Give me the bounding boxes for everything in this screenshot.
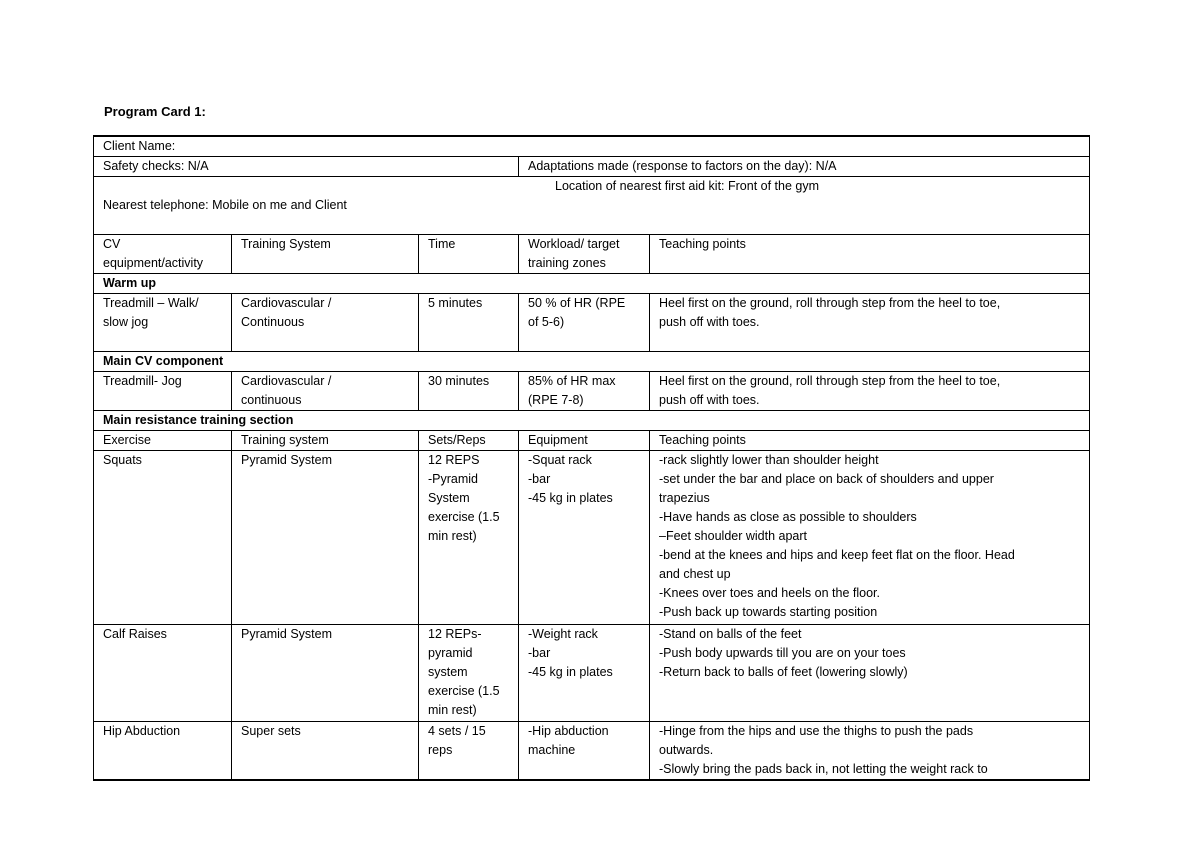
nearest-telephone: Nearest telephone: Mobile on me and Client xyxy=(103,198,347,212)
warm-up-row xyxy=(94,294,1090,352)
program-card-table xyxy=(93,135,1090,781)
exercise-teaching: -Hinge from the hips and use the thighs to push the pads outwards. -Slowly bring the pads back in, not letting the weight rack to xyxy=(650,722,1090,781)
main-cv-system: Cardiovascular / continuous xyxy=(232,372,419,411)
safety-row xyxy=(94,157,1090,177)
resistance-header-equipment: Equipment xyxy=(519,431,650,451)
page-title: Program Card 1: xyxy=(104,104,206,119)
exercise-row-hip-abduction xyxy=(94,722,1090,781)
client-name-row xyxy=(94,136,1090,157)
cv-header-row xyxy=(94,235,1090,274)
exercise-teaching: -rack slightly lower than shoulder height -set under the bar and place on back of shoulders and upper trapezius -Have hands as close as possible to shoulders –Feet shoulder width apart -bend at the knees and hips and keep feet flat on the floor. Head and chest up -Knees over toes and heels on the floor. -Push back up towards starting position xyxy=(650,451,1090,625)
cv-header-workload: Workload/ target training zones xyxy=(519,235,650,274)
warm-up-workload: 50 % of HR (RPE of 5-6) xyxy=(519,294,650,352)
exercise-teaching: -Stand on balls of the feet -Push body upwards till you are on your toes -Return back to balls of feet (lowering slowly) xyxy=(650,625,1090,722)
exercise-system: Super sets xyxy=(232,722,419,781)
resistance-heading: Main resistance training section xyxy=(94,411,1090,431)
exercise-equipment: -Squat rack -bar -45 kg in plates xyxy=(519,451,650,625)
cv-header-time: Time xyxy=(419,235,519,274)
resistance-header-teaching: Teaching points xyxy=(650,431,1090,451)
main-cv-time: 30 minutes xyxy=(419,372,519,411)
exercise-name: Squats xyxy=(94,451,232,625)
telephone-row xyxy=(94,177,1090,235)
exercise-name: Hip Abduction xyxy=(94,722,232,781)
exercise-system: Pyramid System xyxy=(232,625,419,722)
exercise-equipment: -Hip abduction machine xyxy=(519,722,650,781)
first-aid-location: Location of nearest first aid kit: Front of the gym xyxy=(555,179,820,193)
client-name-label: Client Name: xyxy=(94,136,1090,157)
cv-header-system: Training System xyxy=(232,235,419,274)
resistance-header-system: Training system xyxy=(232,431,419,451)
exercise-sets: 12 REPs- pyramid system exercise (1.5 min rest) xyxy=(419,625,519,722)
warm-up-teaching: Heel first on the ground, roll through step from the heel to toe, push off with toes. xyxy=(650,294,1090,352)
warm-up-heading-row xyxy=(94,274,1090,294)
resistance-header-row xyxy=(94,431,1090,451)
main-cv-activity: Treadmill- Jog xyxy=(94,372,232,411)
main-cv-teaching: Heel first on the ground, roll through step from the heel to toe, push off with toes. xyxy=(650,372,1090,411)
warm-up-system: Cardiovascular / Continuous xyxy=(232,294,419,352)
warm-up-heading: Warm up xyxy=(94,274,1090,294)
exercise-name: Calf Raises xyxy=(94,625,232,722)
cv-header-teaching: Teaching points xyxy=(650,235,1090,274)
adaptations-made: Adaptations made (response to factors on the day): N/A xyxy=(519,157,1090,177)
exercise-sets: 12 REPS -Pyramid System exercise (1.5 min rest) xyxy=(419,451,519,625)
exercise-row-squats xyxy=(94,451,1090,625)
cv-header-equipment: CV equipment/activity xyxy=(94,235,232,274)
warm-up-activity: Treadmill – Walk/ slow jog xyxy=(94,294,232,352)
exercise-equipment: -Weight rack -bar -45 kg in plates xyxy=(519,625,650,722)
exercise-sets: 4 sets / 15 reps xyxy=(419,722,519,781)
main-cv-heading: Main CV component xyxy=(94,352,1090,372)
telephone-firstaid-cell xyxy=(94,177,1090,235)
main-cv-heading-row xyxy=(94,352,1090,372)
warm-up-time: 5 minutes xyxy=(419,294,519,352)
exercise-row-calf-raises xyxy=(94,625,1090,722)
main-cv-workload: 85% of HR max (RPE 7-8) xyxy=(519,372,650,411)
safety-checks: Safety checks: N/A xyxy=(94,157,519,177)
resistance-header-sets: Sets/Reps xyxy=(419,431,519,451)
exercise-system: Pyramid System xyxy=(232,451,419,625)
resistance-heading-row xyxy=(94,411,1090,431)
resistance-header-exercise: Exercise xyxy=(94,431,232,451)
main-cv-row xyxy=(94,372,1090,411)
